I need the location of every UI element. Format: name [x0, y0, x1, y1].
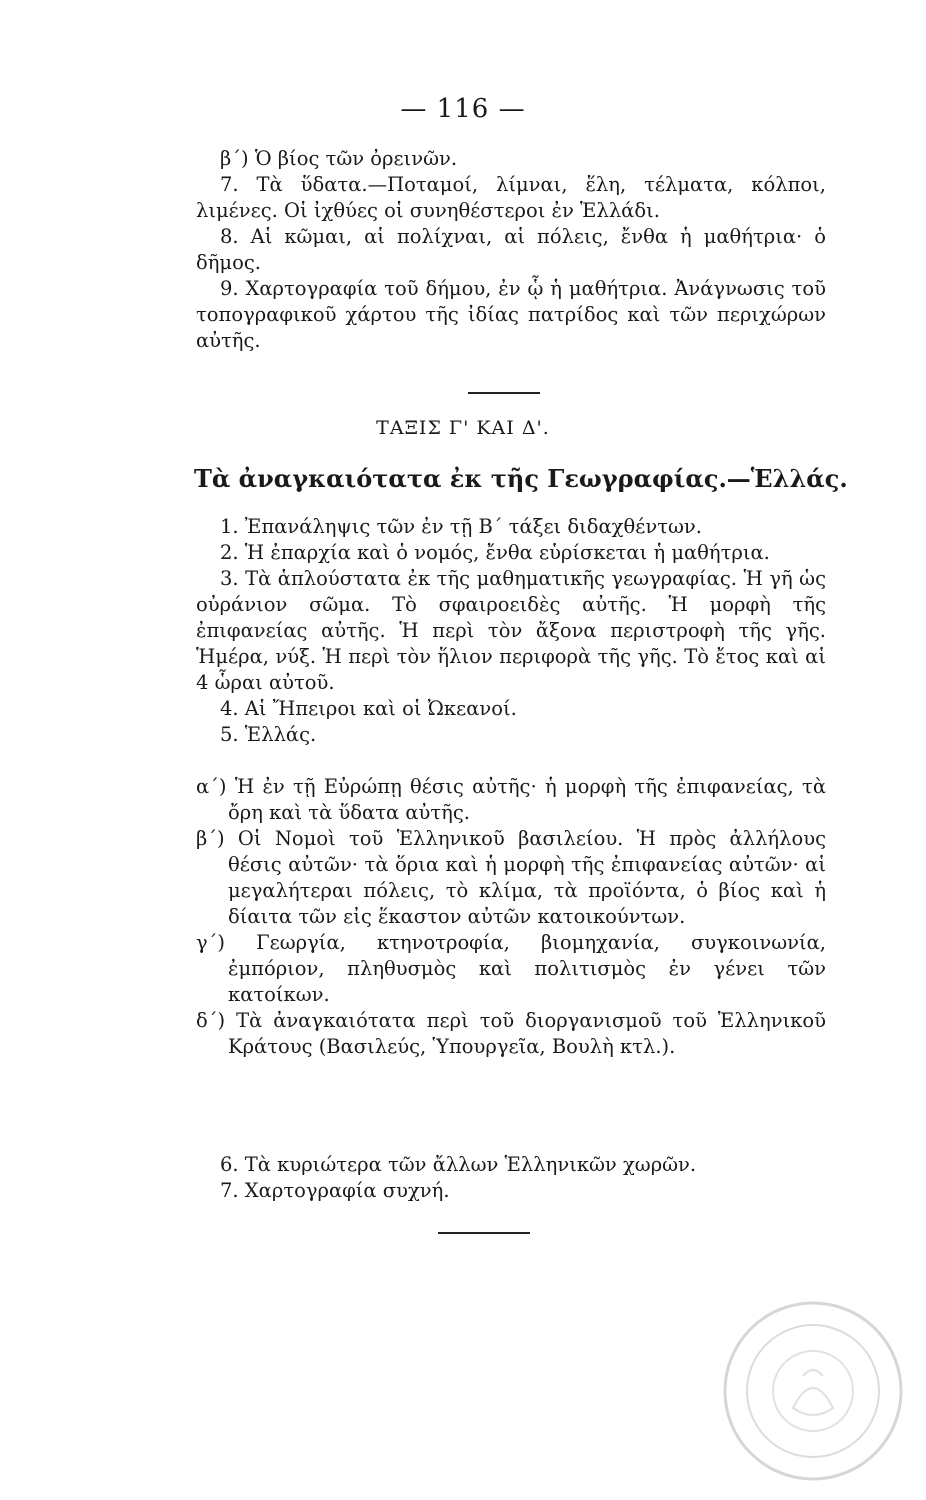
- list-item-2-province: 2. Ἡ ἐπαρχία καὶ ὁ νομός, ἔνθα εὑρίσκεται ἡ μαθήτρια.: [220, 541, 770, 564]
- sub-item-delta: δ΄) Τὰ ἀναγκαιότατα περὶ τοῦ διοργανισμοῦ τοῦ Ἑλληνικοῦ Κράτους (Βασιλεύς, Ὑπουργεῖα, Βουλὴ κτλ.).: [196, 1009, 826, 1058]
- sub-items-block: [196, 774, 826, 1060]
- list-item-3-mathematical-geography: 3. Τὰ ἁπλούστατα ἐκ τῆς μαθηματικῆς γεωγραφίας. Ἡ γῆ ὡς οὐράνιον σῶμα. Τὸ σφαιροειδὲς αὐτῆς. Ἡ μορφὴ τῆς ἐπιφανείας αὐτῆς. Ἡ περὶ τὸν ἄξονα περιστροφὴ τῆς γῆς. Ἡμέρα, νύξ. Ἡ περὶ τὸν ἥλιον περιφορὰ τῆς γῆς. Τὸ ἔτος καὶ αἱ 4 ὧραι αὐτοῦ.: [196, 567, 826, 694]
- sub-item-alpha: α΄) Ἡ ἐν τῇ Εὐρώπῃ θέσις αὐτῆς· ἡ μορφὴ τῆς ἐπιφανείας, τὰ ὄρη καὶ τὰ ὕδατα αὐτῆς.: [196, 775, 826, 824]
- list-item-4-continents: 4. Αἱ Ἤπειροι καὶ οἱ Ὠκεανοί.: [220, 697, 517, 720]
- subject-title: Τὰ ἀναγκαιότατα ἐκ τῆς Γεωγραφίας.—Ἑλλάς.: [194, 464, 848, 493]
- main-text-block: [196, 514, 826, 748]
- section-heading: ΤΑΞΙΣ Γ' ΚΑΙ Δ'.: [376, 417, 550, 439]
- list-item-7-cartography: 7. Χαρτογραφία συχνή.: [220, 1179, 450, 1202]
- paragraph-7-waters: 7. Τὰ ὕδατα.—Ποταμοί, λίμναι, ἕλη, τέλματα, κόλποι, λιμένες. Οἱ ἰχθύες οἱ συνηθέστεροι ἐν Ἑλλάδι.: [196, 173, 826, 222]
- paragraph-8-settlements: 8. Αἱ κῶμαι, αἱ πολίχναι, αἱ πόλεις, ἔνθα ἡ μαθήτρια· ὁ δῆμος.: [196, 225, 826, 274]
- closing-text-block: [196, 1152, 826, 1204]
- paragraph-beta-mountaineers: β΄) Ὁ βίος τῶν ὀρεινῶν.: [220, 147, 458, 170]
- list-item-5-hellas: 5. Ἑλλάς.: [220, 723, 317, 746]
- paragraph-9-cartography: 9. Χαρτογραφία τοῦ δήμου, ἐν ᾧ ἡ μαθήτρια. Ἀνάγνωσις τοῦ τοπογραφικοῦ χάρτου τῆς ἰδίας πατρίδος καὶ τῶν περιχώρων αὐτῆς.: [196, 277, 826, 352]
- list-item-1-review: 1. Ἐπανάληψις τῶν ἐν τῇ Β΄ τάξει διδαχθέντων.: [220, 515, 702, 538]
- section-divider-rule: [468, 392, 540, 394]
- sub-item-gamma: γ΄) Γεωργία, κτηνοτροφία, βιομηχανία, συγκοινωνία, ἐμπόριον, πληθυσμὸς καὶ πολιτισμὸς ἐν γένει τῶν κατοίκων.: [196, 931, 826, 1006]
- top-text-block: [196, 146, 826, 354]
- page-number: — 116 —: [400, 94, 526, 124]
- sub-item-beta: β΄) Οἱ Νομοὶ τοῦ Ἑλληνικοῦ βασιλείου. Ἡ πρὸς ἀλλήλους θέσις αὐτῶν· τὰ ὅρια καὶ ἡ μορφὴ τῆς ἐπιφανείας αὐτῶν· αἱ μεγαλήτεραι πόλεις, τὸ κλίμα, τὰ προϊόντα, ὁ βίος καὶ ἡ δίαιτα τῶν εἰς ἕκαστον αὐτῶν κατοικούντων.: [196, 827, 826, 928]
- end-rule: [438, 1232, 530, 1234]
- university-seal-icon: [718, 1296, 908, 1486]
- list-item-6-other-lands: 6. Τὰ κυριώτερα τῶν ἄλλων Ἑλληνικῶν χωρῶν.: [220, 1153, 697, 1176]
